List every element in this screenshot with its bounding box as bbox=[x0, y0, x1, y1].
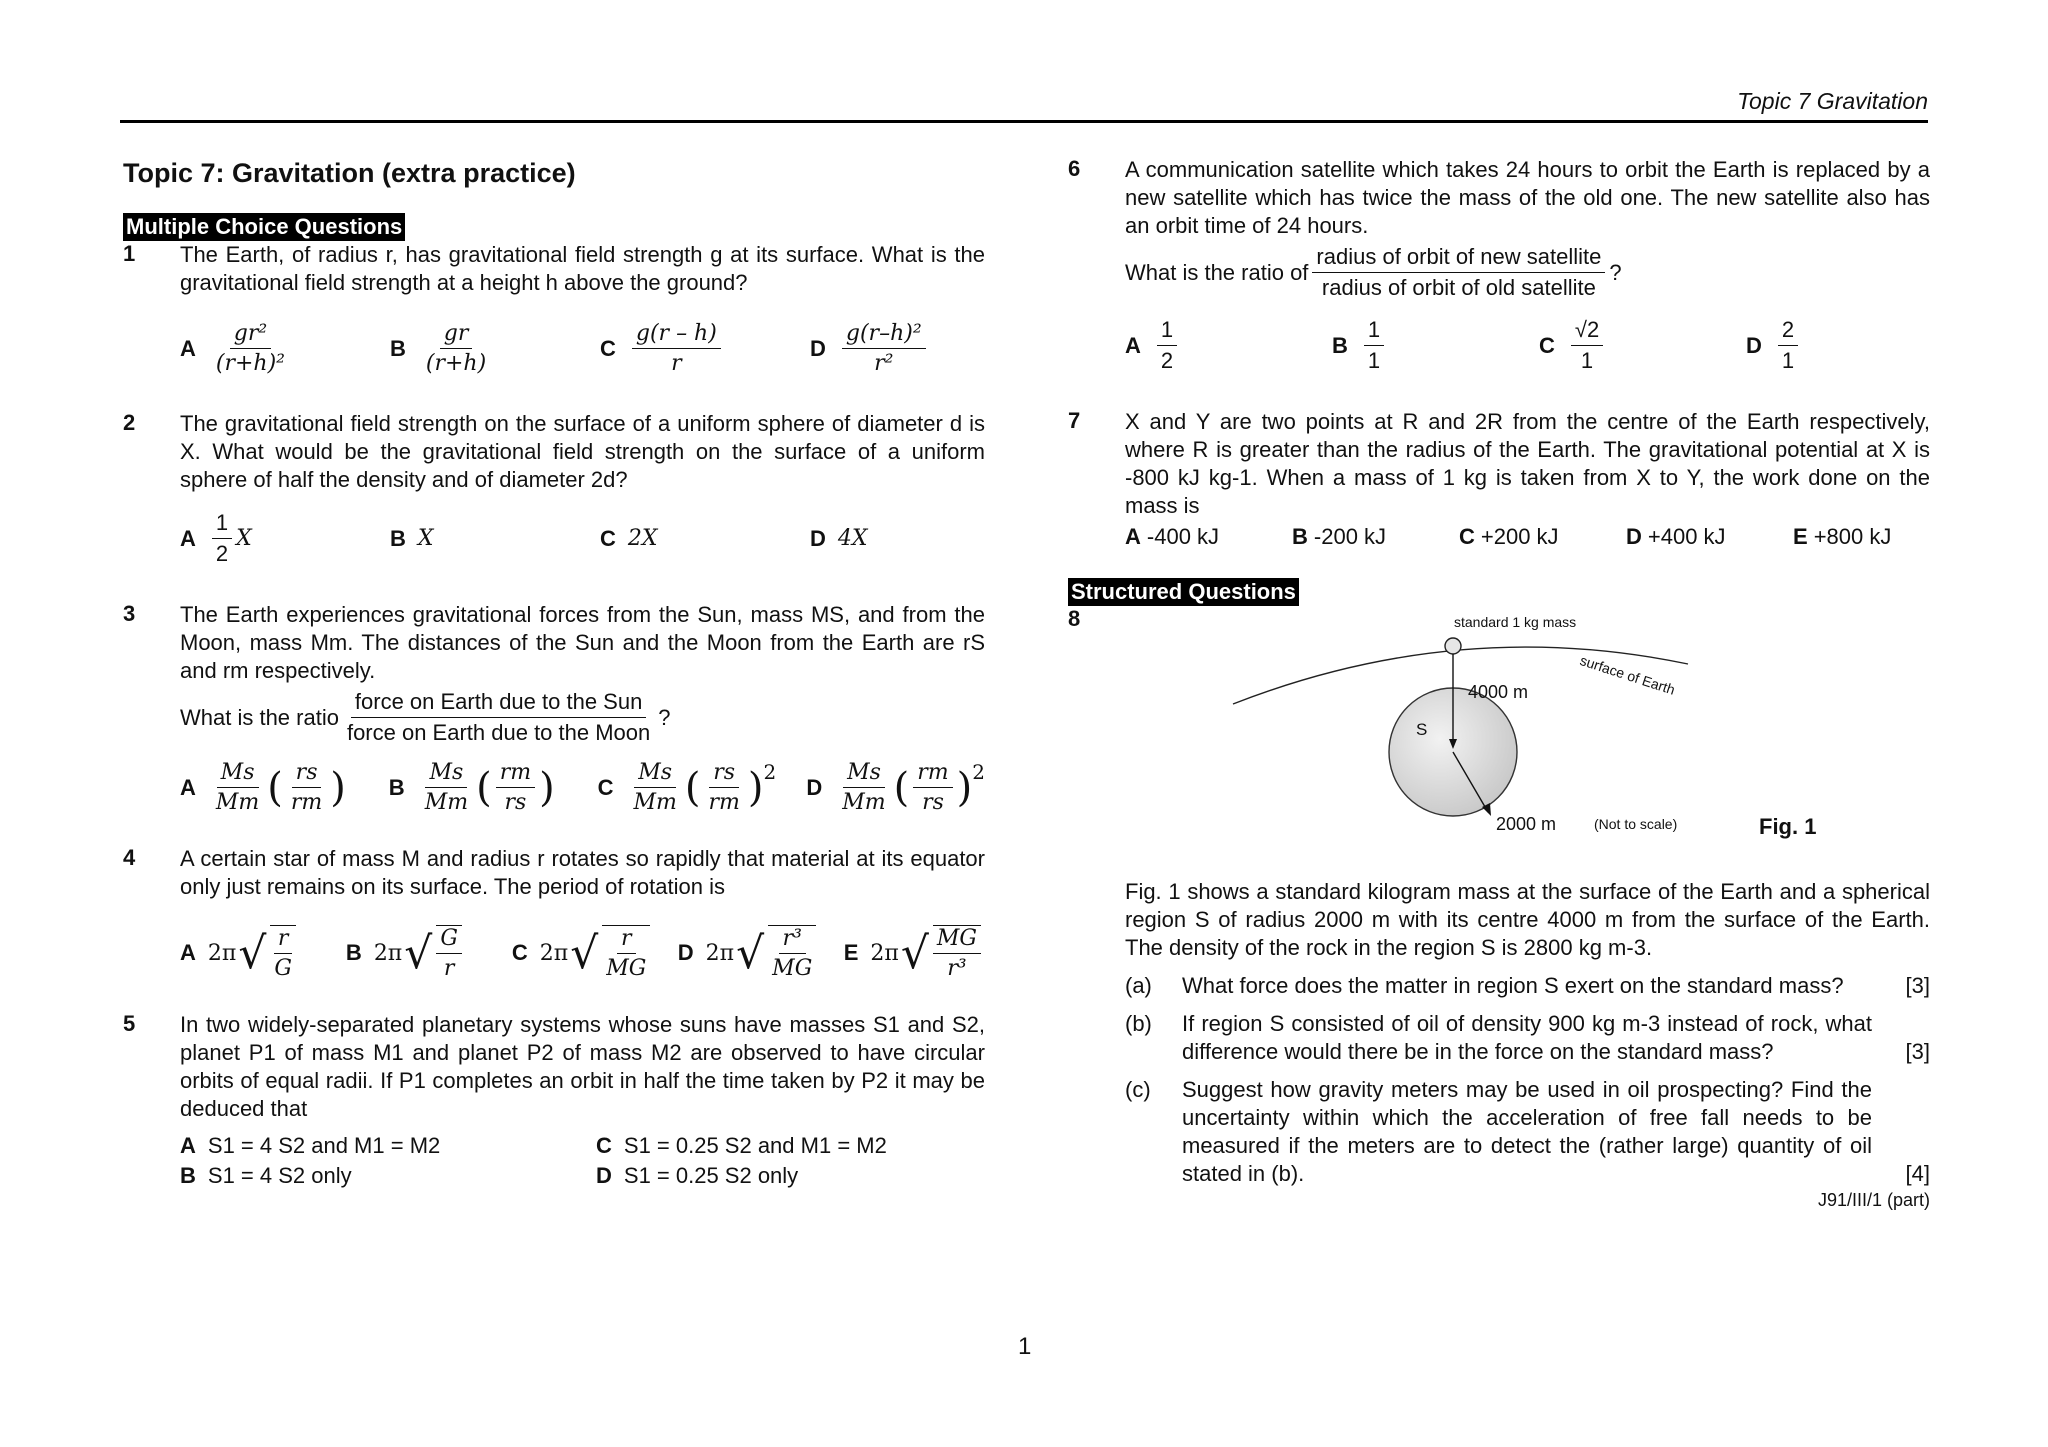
question-2 bbox=[123, 410, 985, 567]
ratio-expression: What is the ratio of $\frac{\text{radius of orbit of new satellite}}{\text{radius of orbit of old satellite}}$ ? bbox=[1125, 244, 1622, 300]
option-a: A 2π √ $\frac{r}{G}$ bbox=[180, 925, 346, 981]
option-b: B X bbox=[390, 525, 434, 551]
question-text: In two widely-separated planetary systems whose suns have masses S1 and S2, planet P1 of mass M1 and planet P2 of mass M2 are observed to have circular orbits of equal radii. If P1 completes an orbit in half the time taken by P2 it may be deduced that bbox=[180, 1012, 985, 1121]
options bbox=[180, 1133, 985, 1189]
question-text: The Earth experiences gravitational forces from the Sun, mass MS, and from the Moon, mass Mm. The distances of the Sun and the Moon from the Earth are rS and rm respectively. bbox=[180, 602, 985, 683]
options bbox=[1125, 524, 1930, 550]
option-d: D +400 kJ bbox=[1626, 524, 1726, 549]
depth-label: 4000 m bbox=[1468, 682, 1529, 702]
question-text: A certain star of mass M and radius r rotates so rapidly that material at its equator only just remains on its surface. The period of rotation is bbox=[180, 846, 985, 899]
option-c: C $\frac{√2}{1}$ bbox=[1539, 317, 1746, 374]
mcq-section-label: Multiple Choice Questions bbox=[123, 213, 405, 241]
option-c: C 2X bbox=[600, 525, 658, 551]
figure-caption: Fig. 1 bbox=[1759, 814, 1817, 839]
question-intro: Fig. 1 shows a standard kilogram mass at the surface of the Earth and a spherical region S of radius 2000 m with its centre 4000 m from the surface of the Earth. The density of the rock in the region S is 2800 kg m-3. bbox=[1125, 879, 1930, 960]
options bbox=[180, 510, 985, 567]
option-d: D $\frac{2}{1}$ bbox=[1746, 317, 1802, 374]
option-c: C S1 = 0.25 S2 and M1 = M2 bbox=[596, 1133, 887, 1158]
question-text: The Earth, of radius r, has gravitational field strength g at its surface. What is the gravitational field strength at a height h above the ground? bbox=[180, 242, 985, 295]
option-d: D 4X bbox=[810, 525, 868, 551]
option-d: D S1 = 0.25 S2 only bbox=[596, 1163, 799, 1188]
source-reference: J91/III/1 (part) bbox=[1817, 1190, 1930, 1210]
sqrt-icon: √ bbox=[404, 927, 433, 979]
option-b: B $\frac{gr}{(r+h)}$ bbox=[390, 321, 600, 376]
option-b: B 2π √ $\frac{G}{r}$ bbox=[346, 925, 512, 981]
option-c: C 2π √ $\frac{r}{MG}$ bbox=[512, 925, 678, 981]
question-number: 6 bbox=[1068, 156, 1081, 181]
standard-mass-icon bbox=[1445, 638, 1461, 654]
question-number: 2 bbox=[123, 410, 136, 435]
marks: [3] bbox=[1905, 1039, 1930, 1064]
option-d: D $\frac{\text{g(r–h)²}}{\text{r²}}$ bbox=[810, 321, 930, 376]
marks: [4] bbox=[1905, 1161, 1930, 1186]
question-8 bbox=[1068, 606, 1930, 1211]
question-text: The gravitational field strength on the surface of a uniform sphere of diameter d is X. What would be the gravitational field strength on the surface of a uniform sphere of half the density and of diameter 2d? bbox=[180, 411, 985, 492]
options bbox=[180, 321, 985, 376]
page-number: 1 bbox=[1018, 1333, 1032, 1360]
option-formula: $\frac{\text{g(r–h)²}}{\text{r²}}$ bbox=[842, 321, 926, 376]
option-d: D $\frac{Ms}{Mm}$ ( $\frac{rm}{rs}$ ) 2 bbox=[806, 760, 986, 815]
question-3 bbox=[123, 601, 985, 815]
question-5 bbox=[123, 1011, 985, 1189]
options bbox=[180, 760, 985, 815]
option-a: A S1 = 4 S2 and M1 = M2 bbox=[180, 1133, 441, 1158]
sqrt-icon: √ bbox=[736, 927, 765, 979]
option-b: B $\frac{Ms}{Mm}$ ( $\frac{rm}{rs}$ ) bbox=[388, 760, 555, 815]
option-c: C $\frac{g(r - h)}{r}$ bbox=[600, 321, 810, 376]
question-number: 1 bbox=[123, 241, 136, 266]
option-a: A $\frac{\text{gr²}}{\text{(r+h)²}}$ bbox=[180, 321, 390, 376]
question-parts bbox=[1068, 972, 1930, 1211]
option-formula: $\frac{gr}{(r+h)}$ bbox=[425, 321, 487, 376]
header-topic-label: Topic 7 Gravitation bbox=[1737, 88, 1928, 114]
option-b: B S1 = 4 S2 only bbox=[180, 1163, 352, 1188]
option-b: B -200 kJ bbox=[1292, 524, 1387, 549]
question-text: X and Y are two points at R and 2R from the centre of the Earth respectively, where R is greater than the radius of the Earth. The gravitational potential at X is -800 kJ kg-1. When a mass of 1 kg is taken from X to Y, the work done on the mass is bbox=[1125, 409, 1930, 518]
option-formula: $\frac{g(r - h)}{r}$ bbox=[632, 321, 721, 376]
option-a: A $\frac{Ms}{Mm}$ ( $\frac{rs}{rm}$ ) bbox=[180, 760, 346, 815]
question-7 bbox=[1068, 408, 1930, 550]
question-4 bbox=[123, 845, 985, 981]
option-a: A $\frac{1}{2}$ bbox=[1125, 317, 1332, 374]
right-column bbox=[1068, 150, 1930, 1211]
question-number: 8 bbox=[1068, 606, 1081, 631]
region-label: S bbox=[1416, 720, 1428, 739]
question-number: 5 bbox=[123, 1011, 136, 1036]
question-text: A communication satellite which takes 24 hours to orbit the Earth is replaced by a new satellite which has twice the mass of the old one. The new satellite also has an orbit time of 24 hours. bbox=[1125, 157, 1930, 238]
option-e: E +800 kJ bbox=[1793, 524, 1892, 549]
option-e: E 2π √ $\frac{MG}{\text{r³}}$ bbox=[844, 925, 985, 981]
surface-label: surface of Earth bbox=[1578, 652, 1677, 698]
figure-1 bbox=[1068, 606, 1930, 866]
question-6 bbox=[1068, 156, 1930, 374]
option-a: A $\frac{1}{2}$ X bbox=[180, 510, 252, 566]
question-1 bbox=[123, 241, 985, 376]
part-a: (a) What force does the matter in region S exert on the standard mass? [3] bbox=[1125, 973, 1930, 998]
marks: [3] bbox=[1905, 973, 1930, 998]
scale-note: (Not to scale) bbox=[1594, 816, 1678, 832]
option-b: B $\frac{1}{1}$ bbox=[1332, 317, 1539, 374]
option-c: C +200 kJ bbox=[1459, 524, 1559, 549]
option-d: D 2π √ $\frac{\text{r³}}{MG}$ bbox=[678, 925, 844, 981]
question-number: 3 bbox=[123, 601, 136, 626]
radius-label: 2000 m bbox=[1496, 814, 1557, 834]
structured-section-label: Structured Questions bbox=[1068, 578, 1299, 606]
sqrt-icon: √ bbox=[900, 927, 929, 979]
mass-label: standard 1 kg mass bbox=[1454, 614, 1577, 630]
options bbox=[180, 925, 985, 981]
options bbox=[1125, 317, 1930, 374]
sqrt-icon: √ bbox=[238, 927, 267, 979]
page-title: Topic 7: Gravitation (extra practice) bbox=[123, 158, 576, 188]
question-number: 7 bbox=[1068, 408, 1081, 433]
part-b: (b) If region S consisted of oil of density 900 kg m-3 instead of rock, what difference would there be in the force on the standard mass? [3] bbox=[1125, 1011, 1930, 1064]
ratio-expression: What is the ratio $\frac{\text{force on Earth due to the Sun}}{\text{force on Earth due to the Moon}}$ ? bbox=[180, 689, 671, 745]
part-c: (c) Suggest how gravity meters may be used in oil prospecting? Find the uncertainty within which the acceleration of free fall needs to be measured if the meters are to detect the (rather large) quantity of oil stated in (b). [4] bbox=[1125, 1077, 1930, 1186]
option-formula: $\frac{\text{gr²}}{\text{(r+h)²}}$ bbox=[215, 321, 285, 376]
option-a: A -400 kJ bbox=[1125, 524, 1220, 549]
left-column bbox=[123, 150, 985, 1189]
header-rule bbox=[120, 120, 1928, 123]
sqrt-icon: √ bbox=[570, 927, 599, 979]
option-c: C $\frac{Ms}{Mm}$ ( $\frac{rs}{rm}$ ) 2 bbox=[597, 760, 777, 815]
question-number: 4 bbox=[123, 845, 136, 870]
